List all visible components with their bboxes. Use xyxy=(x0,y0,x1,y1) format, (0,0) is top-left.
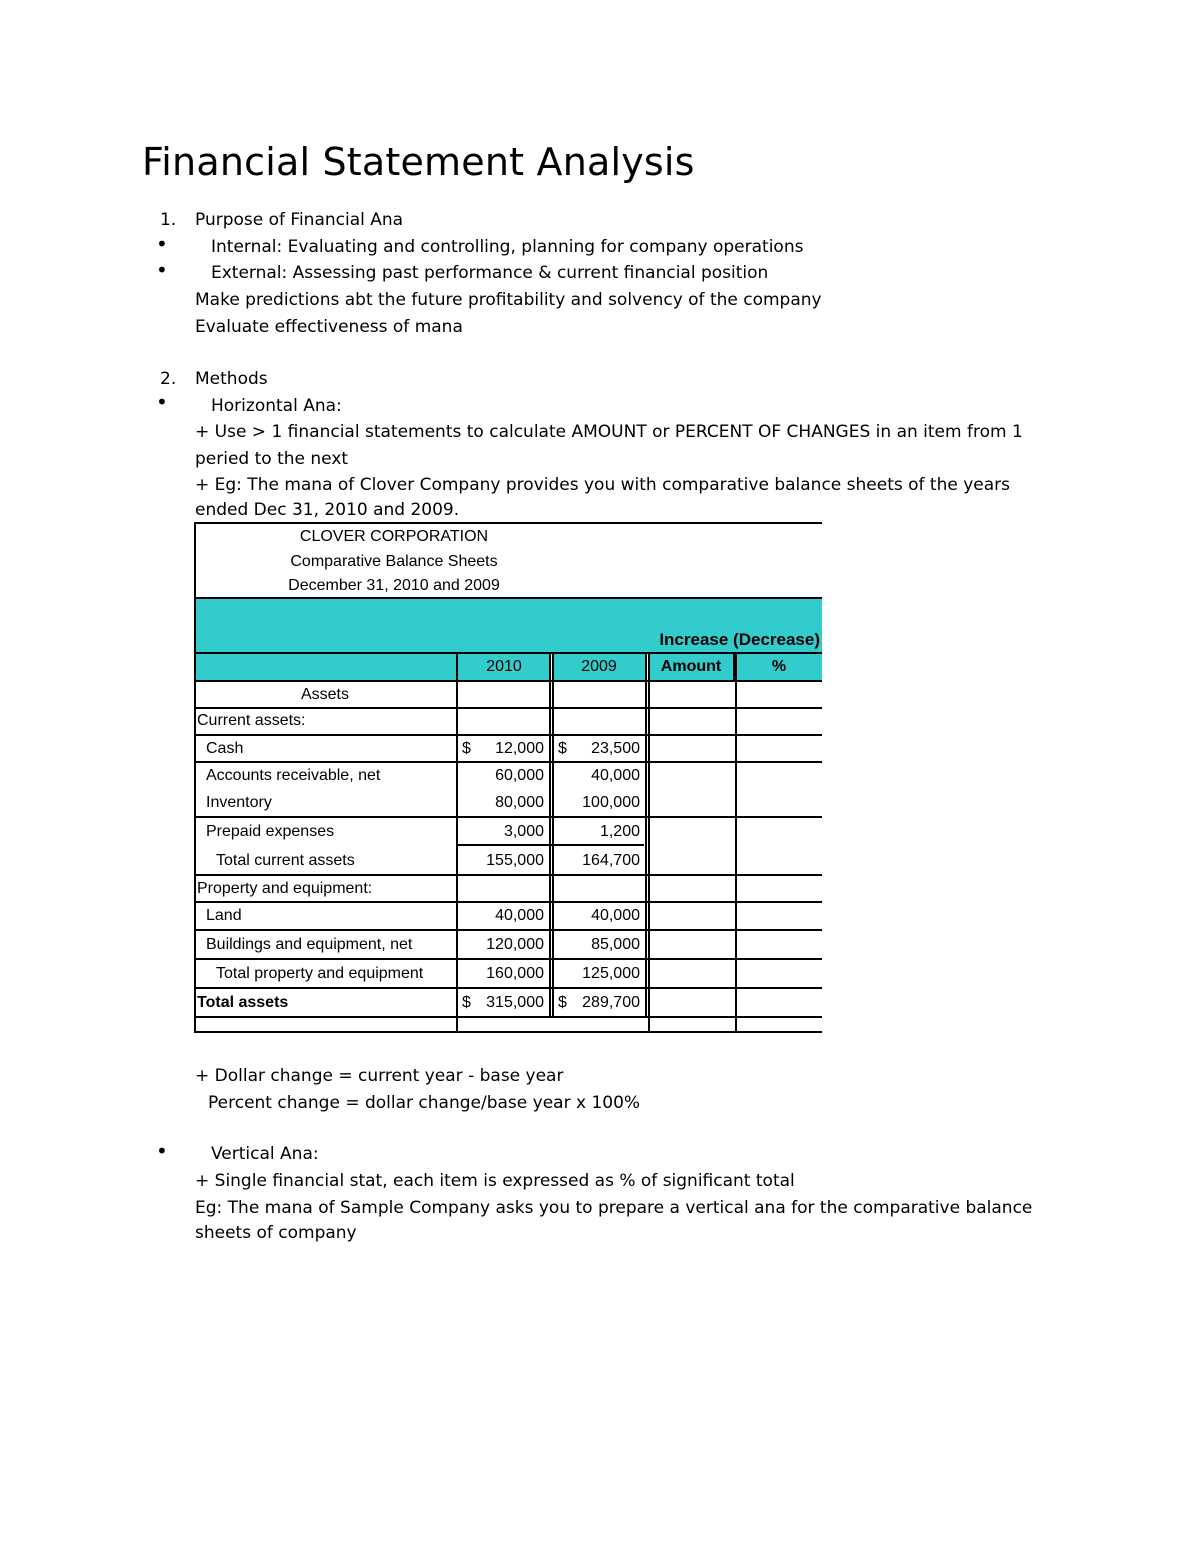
section-1-heading: Purpose of Financial Ana xyxy=(195,210,404,230)
column-2009: 2009 xyxy=(581,658,617,675)
dollar-sign: $ xyxy=(462,740,471,757)
rule xyxy=(194,816,822,818)
balance-sheet-table xyxy=(194,522,822,1033)
value-2009: 100,000 xyxy=(582,794,640,811)
value-2009: 23,500 xyxy=(591,740,640,757)
text-line: + Dollar change = current year - base year xyxy=(195,1066,564,1086)
row-label: Prepaid expenses xyxy=(206,823,335,840)
row-label: Total property and equipment xyxy=(216,965,424,982)
rule xyxy=(549,652,551,1018)
rule xyxy=(194,707,822,709)
rule xyxy=(194,874,822,876)
rule xyxy=(735,652,737,1033)
rule xyxy=(194,761,822,763)
row-label: Current assets: xyxy=(197,712,306,729)
value-2009: 40,000 xyxy=(591,767,640,784)
text-line: + Use > 1 financial statements to calculate AMOUNT or PERCENT OF CHANGES in an item from 1 xyxy=(195,422,1023,442)
text-line: Make predictions abt the future profitability and solvency of the company xyxy=(195,290,822,310)
section-2-number: 2. xyxy=(160,369,177,389)
text-line: + Single financial stat, each item is expressed as % of significant total xyxy=(195,1171,795,1191)
rule xyxy=(194,597,822,599)
sheet-subtitle: Comparative Balance Sheets xyxy=(290,553,498,570)
bullet-icon: • xyxy=(156,1139,168,1163)
value-2010: 12,000 xyxy=(495,740,544,757)
bullet-icon: • xyxy=(156,258,168,282)
column-2010: 2010 xyxy=(486,658,522,675)
value-2010: 315,000 xyxy=(486,994,544,1011)
row-label: Land xyxy=(206,907,242,924)
rule xyxy=(552,652,554,1018)
rule xyxy=(648,652,650,1033)
row-label: Property and equipment: xyxy=(197,880,373,897)
value-2009: 40,000 xyxy=(591,907,640,924)
value-2009: 125,000 xyxy=(582,965,640,982)
header-band xyxy=(194,653,456,680)
bullet-horizontal: Horizontal Ana: xyxy=(211,396,342,416)
text-line: ended Dec 31, 2010 and 2009. xyxy=(195,500,460,520)
rule xyxy=(194,958,822,960)
row-label: Total current assets xyxy=(216,852,355,869)
dollar-sign: $ xyxy=(558,740,567,757)
row-label: Inventory xyxy=(206,794,272,811)
rule xyxy=(194,522,196,1033)
value-2010: 155,000 xyxy=(486,852,544,869)
value-2010: 3,000 xyxy=(503,823,544,840)
rule xyxy=(645,652,647,1018)
sheet-date: December 31, 2010 and 2009 xyxy=(288,577,500,594)
value-2009: 85,000 xyxy=(591,936,640,953)
value-2010: 160,000 xyxy=(486,965,544,982)
value-2010: 120,000 xyxy=(486,936,544,953)
text-line: Evaluate effectiveness of mana xyxy=(195,317,463,337)
row-label: Buildings and equipment, net xyxy=(206,936,413,953)
text-line: Percent change = dollar change/base year x 100% xyxy=(208,1093,641,1113)
rule xyxy=(194,522,822,524)
value-2010: 80,000 xyxy=(495,794,544,811)
rule xyxy=(194,1016,822,1018)
text-line: sheets of company xyxy=(195,1223,357,1243)
rule xyxy=(194,987,822,989)
row-label: Accounts receivable, net xyxy=(206,767,381,784)
bullet-internal: Internal: Evaluating and controlling, planning for company operations xyxy=(211,237,804,257)
value-2009: 1,200 xyxy=(599,823,640,840)
section-2-heading: Methods xyxy=(195,369,268,389)
bullet-icon: • xyxy=(156,390,168,414)
section-1-number: 1. xyxy=(160,210,177,230)
bullet-vertical: Vertical Ana: xyxy=(211,1144,319,1164)
bullet-icon: • xyxy=(156,232,168,256)
rule xyxy=(194,929,822,931)
row-label: Cash xyxy=(206,740,244,757)
text-line: Eg: The mana of Sample Company asks you to prepare a vertical ana for the comparative balance xyxy=(195,1198,1033,1218)
row-label: Total assets xyxy=(197,994,289,1011)
value-2010: 40,000 xyxy=(495,907,544,924)
rule xyxy=(194,1031,822,1033)
value-2009: 164,700 xyxy=(582,852,640,869)
dollar-sign: $ xyxy=(462,994,471,1011)
page-title: Financial Statement Analysis xyxy=(142,140,695,184)
dollar-sign: $ xyxy=(558,994,567,1011)
assets-label: Assets xyxy=(300,686,349,703)
value-2010: 60,000 xyxy=(495,767,544,784)
value-2009: 289,700 xyxy=(582,994,640,1011)
text-line: + Eg: The mana of Clover Company provides you with comparative balance sheets of the years xyxy=(195,475,1011,495)
column-percent: % xyxy=(771,658,787,675)
rule xyxy=(194,901,822,903)
text-line: peried to the next xyxy=(195,449,349,469)
rule xyxy=(458,844,644,846)
bullet-external: External: Assessing past performance & current financial position xyxy=(211,263,769,283)
rule xyxy=(194,734,822,736)
company-name: CLOVER CORPORATION xyxy=(299,528,489,545)
rule xyxy=(194,680,822,682)
rule xyxy=(194,652,822,654)
increase-decrease-header: Increase (Decrease) xyxy=(659,630,820,649)
column-amount: Amount xyxy=(660,658,722,675)
rule xyxy=(456,652,458,1033)
